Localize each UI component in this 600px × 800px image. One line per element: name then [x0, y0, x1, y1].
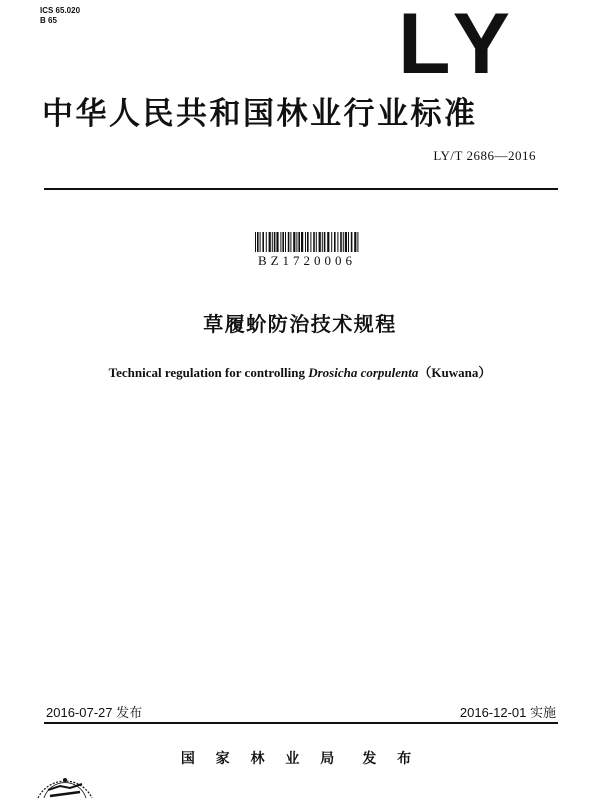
barcode-bar [290, 232, 291, 252]
barcode-bar [255, 232, 256, 252]
barcode-bar [316, 232, 317, 252]
barcode-bar [269, 232, 271, 252]
standard-code: LY/T 2686—2016 [433, 148, 536, 163]
barcode-bar [282, 232, 284, 252]
barcode-bar [301, 232, 303, 252]
barcode-number: BZ1720006 [257, 253, 357, 268]
barcode-bar [354, 232, 356, 252]
ly-logo: LY [398, 0, 520, 92]
issue-label: 发 布 [362, 751, 420, 767]
barcode [255, 232, 359, 252]
barcode-bar [351, 232, 353, 252]
title-en-suffix: （Kuwana） [418, 365, 492, 380]
barcode-bar [266, 232, 267, 252]
barcode-bar [357, 232, 358, 252]
barcode-bar [343, 232, 344, 252]
title-en-species: Drosicha corpulenta [308, 365, 419, 380]
document-title-cn: 草履蚧防治技术规程 [203, 312, 397, 336]
barcode-bar [262, 232, 264, 252]
implement-date: 2016-12-01 实施 [459, 705, 556, 720]
ccs-code: B 65 [40, 16, 57, 25]
barcode-bar [257, 232, 259, 252]
publish-date: 2016-07-27 发布 [46, 705, 143, 720]
barcode-bar [340, 232, 342, 252]
barcode-bar [334, 232, 336, 252]
barcode-bar [348, 232, 349, 252]
issuer-line [0, 748, 600, 768]
barcode-bar [331, 232, 332, 252]
footer-divider [44, 722, 558, 724]
barcode-bar [260, 232, 261, 252]
barcode-bar [298, 232, 300, 252]
document-title-en [0, 362, 600, 381]
header-divider [44, 188, 558, 190]
barcode-bar [296, 232, 297, 252]
barcode-bar [327, 232, 329, 252]
barcode-bar [274, 232, 276, 252]
barcode-bar [272, 232, 273, 252]
barcode-bar [288, 232, 290, 252]
barcode-bar [313, 232, 315, 252]
barcode-bar [280, 232, 281, 252]
barcode-bar [324, 232, 326, 252]
title-en-prefix: Technical regulation for controlling [108, 365, 309, 380]
barcode-bar [276, 232, 278, 252]
barcode-bar [337, 232, 338, 252]
barcode-bar [310, 232, 311, 252]
barcode-bar [293, 232, 295, 252]
standard-category-title: 中华人民共和国林业行业标准 [42, 96, 478, 132]
ics-code: ICS 65.020 [40, 6, 81, 15]
barcode-bar [307, 232, 309, 252]
issuer-name: 国 家 林 业 局 [180, 751, 343, 767]
classification-codes [40, 6, 80, 26]
barcode-bar [285, 232, 286, 252]
barcode-bar [322, 232, 323, 252]
barcode-bar [345, 232, 347, 252]
barcode-bar [305, 232, 306, 252]
barcode-bar [319, 232, 321, 252]
